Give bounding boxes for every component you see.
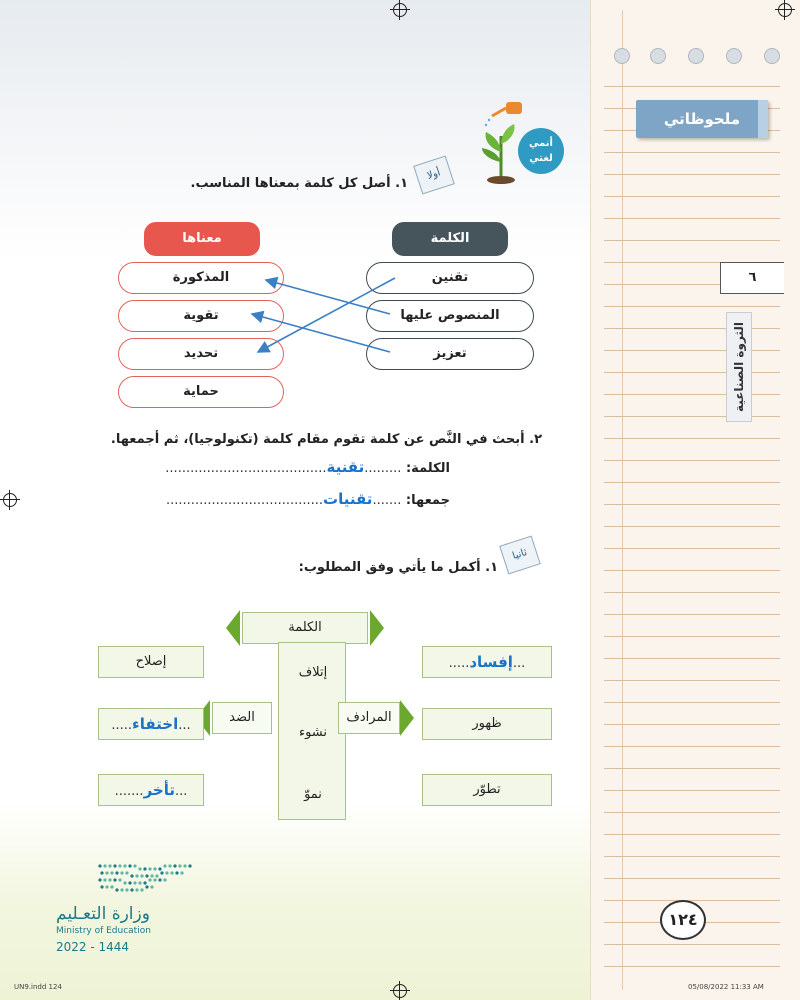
logo-dot <box>108 864 111 867</box>
file-info: UN9.indd 124 <box>14 983 62 991</box>
dotted-line: ..... <box>111 718 133 733</box>
logo-dot <box>98 864 101 867</box>
logo-dot <box>153 867 156 870</box>
logo-dot <box>163 864 166 867</box>
dotted-line: ... <box>174 784 188 799</box>
logo-dot <box>118 864 121 867</box>
ruled-line <box>604 878 780 879</box>
word-column-header: الكلمة <box>392 222 508 256</box>
registration-mark <box>393 3 407 17</box>
logo-dot <box>138 881 141 884</box>
logo-dot <box>173 864 176 867</box>
section2-question-text: ١. أكمل ما يأتي وفق المطلوب: <box>298 560 498 575</box>
ruled-line <box>604 240 780 241</box>
binder-ring <box>764 48 780 64</box>
logo-dot <box>143 867 146 870</box>
ruled-line <box>604 460 780 461</box>
logo-dot <box>103 878 106 881</box>
binder-ring <box>688 48 704 64</box>
logo-dot <box>170 871 173 874</box>
logo-dot <box>155 874 158 877</box>
ministry-year: 2022 - 1444 <box>56 940 130 954</box>
synonym-box: تطوّر <box>422 774 552 806</box>
ruled-line <box>604 482 780 483</box>
logo-dot <box>115 871 118 874</box>
center-word: نموّ <box>304 787 322 802</box>
ruled-line <box>604 614 780 615</box>
unit-number: ٦ <box>720 262 784 294</box>
dotted-line: ...................................... <box>166 493 324 508</box>
ruled-line <box>604 812 780 813</box>
logo-dot <box>145 885 148 888</box>
logo-dot <box>138 867 141 870</box>
dotted-line: ......... <box>364 461 402 476</box>
logo-dot <box>135 874 138 877</box>
ruled-line <box>604 526 780 527</box>
first-label: أولا <box>413 155 455 194</box>
ministry-name-english: Ministry of Education <box>56 926 151 936</box>
ruled-line <box>604 834 780 835</box>
ruled-line <box>604 768 780 769</box>
logo-dot <box>128 881 131 884</box>
center-word: نشوء <box>298 725 328 740</box>
logo-dot <box>175 871 178 874</box>
antonym-answer: تأخر <box>143 781 175 799</box>
synonym-box: ظهور <box>422 708 552 740</box>
meaning-column-header: معناها <box>144 222 260 256</box>
logo-dot <box>108 878 111 881</box>
meaning-item: تقوية <box>118 300 284 332</box>
meaning-item: حماية <box>118 376 284 408</box>
logo-dot <box>113 864 116 867</box>
ruled-line <box>604 372 780 373</box>
antonym-answer: اختفاء <box>132 715 179 733</box>
file-date: 05/08/2022 11:33 AM <box>688 983 764 991</box>
logo-dot <box>140 874 143 877</box>
dotted-line: ... <box>178 718 191 733</box>
ruled-line <box>604 636 780 637</box>
ruled-line <box>604 416 780 417</box>
ruled-line <box>604 328 780 329</box>
ruled-line <box>604 790 780 791</box>
question-1-text: ١. أصل كل كلمة بمعناها المناسب. <box>190 176 408 191</box>
ruled-line <box>604 702 780 703</box>
ruled-line <box>604 438 780 439</box>
ruled-line <box>604 218 780 219</box>
logo-dot <box>105 885 108 888</box>
ruled-line <box>604 306 780 307</box>
logo-dot <box>123 864 126 867</box>
word-answer: تقنية <box>326 458 365 476</box>
logo-dot <box>98 878 101 881</box>
antonym-box <box>98 708 204 740</box>
logo-dot <box>145 874 148 877</box>
page-number: ١٢٤ <box>660 900 706 940</box>
match-arrow <box>252 314 390 352</box>
logo-dot <box>125 871 128 874</box>
plural-answer: تقنيات <box>323 490 373 508</box>
question-2-text: ٢. أبحث في النَّص عن كلمة تقوم مقام كلمة (تكنولوجيا)، ثم أجمعها. <box>110 432 542 447</box>
dotted-line: ..... <box>448 656 470 671</box>
logo-dot <box>130 874 133 877</box>
logo-dot <box>153 878 156 881</box>
ministry-name-arabic: وزارة التعـليم <box>56 904 150 924</box>
antonym-box: إصلاح <box>98 646 204 678</box>
dotted-line: ... <box>512 656 526 671</box>
logo-dot <box>113 878 116 881</box>
ruled-line <box>604 350 780 351</box>
logo-dot <box>105 871 108 874</box>
dotted-line: ....... <box>372 493 402 508</box>
logo-dot <box>183 864 186 867</box>
logo-dot <box>143 881 146 884</box>
logo-dot <box>135 888 138 891</box>
word-label: الكلمة: <box>405 461 450 476</box>
logo-dot <box>150 885 153 888</box>
logo-dot <box>180 871 183 874</box>
meaning-item: المذكورة <box>118 262 284 294</box>
registration-mark <box>3 493 17 507</box>
registration-mark <box>393 984 407 998</box>
synonym-box <box>422 646 552 678</box>
word-item: المنصوص عليها <box>366 300 534 332</box>
binder-ring <box>726 48 742 64</box>
dotted-line: ....................................... <box>165 461 327 476</box>
binder-ring <box>650 48 666 64</box>
unit-title: الثروة الصناعية <box>726 312 752 422</box>
logo-dot <box>128 864 131 867</box>
logo-dot <box>110 871 113 874</box>
logo-dot <box>133 881 136 884</box>
ruled-line <box>604 680 780 681</box>
ruled-line <box>604 658 780 659</box>
ruled-line <box>604 196 780 197</box>
second-label: ثانيا <box>499 535 541 574</box>
logo-dot <box>118 878 121 881</box>
ruled-line <box>604 856 780 857</box>
word-item: تعزيز <box>366 338 534 370</box>
match-arrow <box>266 280 390 314</box>
registration-mark <box>778 3 792 17</box>
logo-dot <box>100 885 103 888</box>
ruled-line <box>604 966 780 967</box>
ruled-line <box>604 174 780 175</box>
ministry-logo-icon <box>96 862 192 896</box>
logo-dot <box>148 867 151 870</box>
logo-dot <box>115 888 118 891</box>
plural-label: جمعها: <box>405 493 450 508</box>
word-item: تقنين <box>366 262 534 294</box>
ruled-line <box>604 944 780 945</box>
logo-dot <box>188 864 191 867</box>
logo-dot <box>103 864 106 867</box>
dotted-line: ....... <box>114 784 144 799</box>
center-word-header: الكلمة <box>242 612 368 644</box>
logo-dot <box>160 871 163 874</box>
word-answer-row <box>165 458 450 476</box>
watering-plant-icon <box>476 96 526 186</box>
ruled-line <box>604 746 780 747</box>
ruled-line <box>604 548 780 549</box>
ruled-line <box>604 394 780 395</box>
logo-dot <box>158 878 161 881</box>
ruled-line <box>604 724 780 725</box>
logo-dot <box>178 864 181 867</box>
logo-dot <box>130 888 133 891</box>
ruled-line <box>604 570 780 571</box>
ruled-line <box>604 592 780 593</box>
logo-dot <box>150 874 153 877</box>
logo-dot <box>100 871 103 874</box>
logo-dot <box>123 881 126 884</box>
ruled-line <box>604 86 780 87</box>
notes-title: ملحوظاتي <box>636 100 768 138</box>
logo-dot <box>165 871 168 874</box>
antonym-label: الضد <box>212 702 272 734</box>
ruled-line <box>604 504 780 505</box>
grow-language-badge: أنمي لغتي <box>518 128 564 174</box>
logo-dot <box>133 864 136 867</box>
meaning-item: تحديد <box>118 338 284 370</box>
logo-dot <box>120 888 123 891</box>
matching-arrows <box>240 262 420 372</box>
notes-margin-line <box>622 10 623 990</box>
antonym-box <box>98 774 204 806</box>
logo-dot <box>158 867 161 870</box>
synonym-answer: إفساد <box>469 653 513 671</box>
logo-dot <box>110 885 113 888</box>
logo-dot <box>168 864 171 867</box>
match-arrow <box>258 278 395 352</box>
logo-dot <box>140 888 143 891</box>
plural-answer-row <box>166 490 450 508</box>
logo-dot <box>148 878 151 881</box>
logo-dot <box>120 871 123 874</box>
ruled-line <box>604 152 780 153</box>
logo-dot <box>163 878 166 881</box>
logo-dot <box>125 888 128 891</box>
binder-ring <box>614 48 630 64</box>
center-word: إتلاف <box>298 665 328 680</box>
synonym-label: المرادف <box>338 702 400 734</box>
